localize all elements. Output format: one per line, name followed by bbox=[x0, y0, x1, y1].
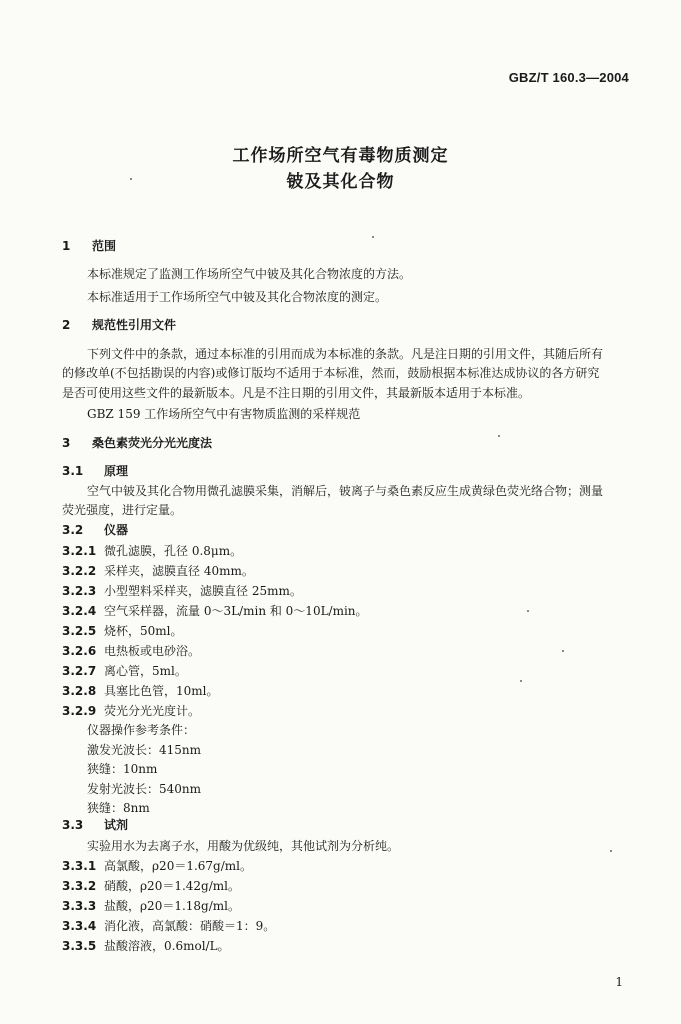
section-1-paragraph-1: 本标准规定了监测工作场所空气中铍及其化合物浓度的方法。 bbox=[87, 267, 412, 281]
section-2-heading: 2 规范性引用文件 bbox=[62, 318, 177, 332]
scan-speck bbox=[562, 650, 564, 652]
instrument-item: 3.2.7 离心管，5ml。 bbox=[62, 664, 187, 678]
document-subtitle: 铍及其化合物 bbox=[286, 172, 395, 192]
reagent-item: 3.3.4 消化液，高氯酸：硝酸＝1：9。 bbox=[62, 919, 276, 933]
scan-speck bbox=[527, 610, 529, 612]
scan-speck bbox=[498, 435, 500, 437]
scan-speck bbox=[130, 178, 132, 180]
operating-conditions-title: 仪器操作参考条件： bbox=[87, 723, 196, 737]
instrument-item: 3.2.9 荧光分光光度计。 bbox=[62, 704, 201, 718]
section-3-2-heading: 3.2 仪器 bbox=[62, 523, 129, 537]
instrument-item: 3.2.1 微孔滤膜，孔径 0.8μm。 bbox=[62, 544, 243, 558]
section-3-1-heading: 3.1 原理 bbox=[62, 464, 129, 478]
instrument-item: 3.2.6 电热板或电砂浴。 bbox=[62, 644, 201, 658]
section-3-1-line-2: 荧光强度，进行定量。 bbox=[62, 503, 183, 517]
reagent-item: 3.3.5 盐酸溶液，0.6mol/L。 bbox=[62, 939, 230, 953]
section-3-heading: 3 桑色素荧光分光光度法 bbox=[62, 436, 213, 450]
section-3-1-line-1: 空气中铍及其化合物用微孔滤膜采集，消解后，铍离子与桑色素反应生成黄绿色荧光络合物；测量 bbox=[87, 484, 604, 498]
reagent-item: 3.3.2 硝酸，ρ20＝1.42g/ml。 bbox=[62, 879, 240, 893]
instrument-item: 3.2.2 采样夹，滤膜直径 40mm。 bbox=[62, 564, 254, 578]
section-2-line-2: 的修改单(不包括勘误的内容)或修订版均不适用于本标准，然而，鼓励根据本标准达成协议的各方研究 bbox=[62, 366, 600, 380]
scan-speck bbox=[372, 236, 374, 238]
page-number: 1 bbox=[615, 975, 623, 989]
excitation-slit: 狭缝：10nm bbox=[87, 762, 158, 776]
reagent-item: 3.3.3 盐酸，ρ20＝1.18g/ml。 bbox=[62, 899, 240, 913]
section-3-3-heading: 3.3 试剂 bbox=[62, 818, 129, 832]
scan-speck bbox=[610, 850, 612, 852]
emission-wavelength: 发射光波长：540nm bbox=[87, 782, 202, 796]
instrument-item: 3.2.8 具塞比色管，10ml。 bbox=[62, 684, 219, 698]
emission-slit: 狭缝：8nm bbox=[87, 801, 150, 815]
scan-speck bbox=[520, 680, 522, 682]
section-2-line-3: 是否可使用这些文件的最新版本。凡是不注日期的引用文件，其最新版本适用于本标准。 bbox=[62, 386, 531, 400]
instrument-item: 3.2.3 小型塑料采样夹，滤膜直径 25mm。 bbox=[62, 584, 302, 598]
section-2-line-1: 下列文件中的条款，通过本标准的引用而成为本标准的条款。凡是注日期的引用文件，其随后所有 bbox=[87, 347, 604, 361]
document-title: 工作场所空气有毒物质测定 bbox=[232, 146, 449, 166]
excitation-wavelength: 激发光波长：415nm bbox=[87, 743, 202, 757]
standard-code: GBZ/T 160.3—2004 bbox=[508, 70, 629, 85]
section-1-paragraph-2: 本标准适用于工作场所空气中铍及其化合物浓度的测定。 bbox=[87, 290, 388, 304]
reagent-item: 3.3.1 高氯酸，ρ20＝1.67g/ml。 bbox=[62, 859, 252, 873]
reagent-intro: 实验用水为去离子水，用酸为优级纯，其他试剂为分析纯。 bbox=[87, 839, 400, 853]
instrument-item: 3.2.5 烧杯，50ml。 bbox=[62, 624, 183, 638]
section-1-heading: 1 范围 bbox=[62, 239, 117, 253]
instrument-item: 3.2.4 空气采样器，流量 0～3L/min 和 0～10L/min。 bbox=[62, 604, 368, 618]
reference-gbz159: GBZ 159 工作场所空气中有害物质监测的采样规范 bbox=[87, 407, 361, 421]
